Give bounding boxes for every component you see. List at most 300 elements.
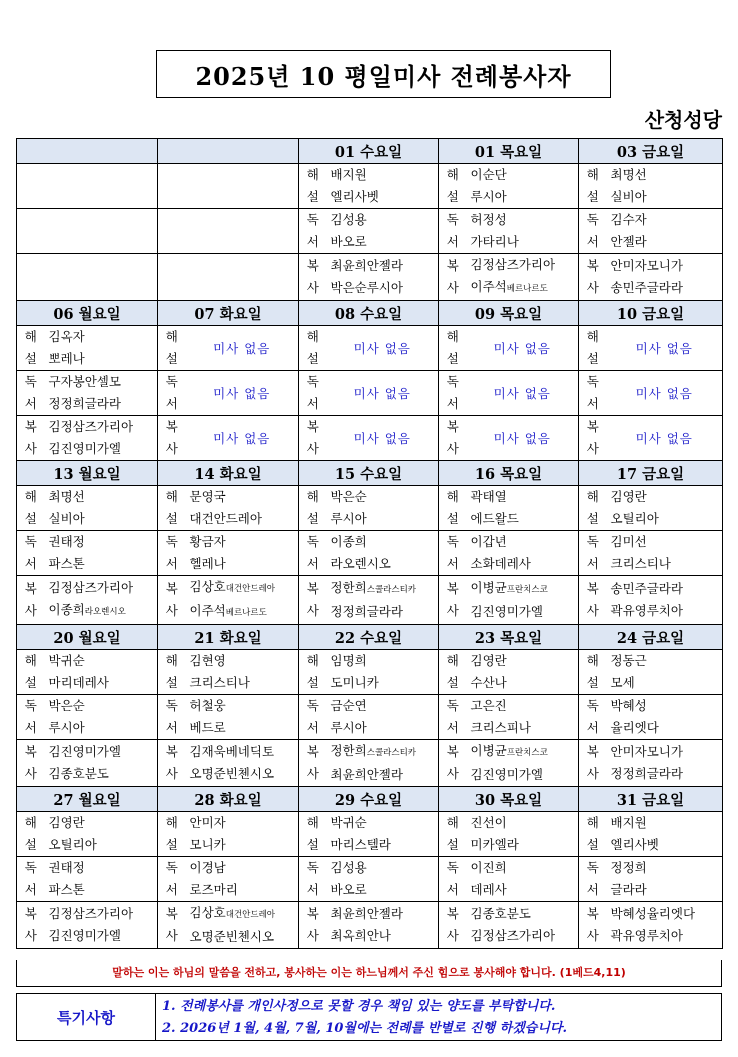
no-mass-label: 미사 없음 bbox=[467, 371, 579, 416]
commentator-names bbox=[186, 812, 299, 857]
server-role-label: 복 사 bbox=[17, 740, 45, 787]
commentator-role-label: 해 설 bbox=[299, 486, 327, 531]
no-mass-label: 미사 없음 bbox=[607, 416, 723, 461]
person-name: 임명희 bbox=[330, 653, 367, 668]
server-name: 박은순루시아 bbox=[330, 280, 403, 295]
page-title: 2025년 10 평일미사 전례봉사자 bbox=[156, 50, 611, 98]
baptismal-name: 바오로 bbox=[330, 882, 367, 897]
baptismal-name: 크리스피나 bbox=[470, 720, 531, 735]
day-header: 30 목요일 bbox=[439, 787, 579, 812]
server-role-label: 복 사 bbox=[158, 416, 186, 461]
commentator-names bbox=[327, 164, 439, 209]
server-names bbox=[186, 740, 299, 787]
server-role-label: 복 사 bbox=[158, 576, 186, 625]
commentator-role-label: 해 설 bbox=[17, 650, 45, 695]
day-header: 03 금요일 bbox=[579, 139, 723, 164]
day-header: 09 목요일 bbox=[439, 301, 579, 326]
person-name: 김영란 bbox=[48, 815, 85, 830]
commentator-role-label: 해 설 bbox=[17, 326, 45, 371]
commentator-row bbox=[17, 164, 723, 209]
server-name: 송민주글라라 bbox=[610, 280, 683, 295]
baptismal-name: 오틸리아 bbox=[48, 837, 97, 852]
day-header: 16 목요일 bbox=[439, 461, 579, 486]
baptismal-name: 파스톤 bbox=[48, 882, 85, 897]
server-role-label: 복 사 bbox=[17, 576, 45, 625]
commentator-names bbox=[607, 164, 723, 209]
day-header: 06 월요일 bbox=[17, 301, 158, 326]
server-name: 김종호분도 bbox=[470, 906, 531, 921]
commentator-role-label: 해 설 bbox=[299, 812, 327, 857]
reader-role-label: 독 서 bbox=[299, 371, 327, 416]
server-names bbox=[607, 576, 723, 625]
server-name: 이병균프란치스코 bbox=[470, 580, 548, 595]
commentator-names bbox=[607, 650, 723, 695]
commentator-row bbox=[17, 326, 723, 371]
reader-role-label: 독 서 bbox=[439, 695, 467, 740]
server-role-label: 복 사 bbox=[439, 416, 467, 461]
server-names bbox=[327, 902, 439, 949]
reader-role-label: 독 서 bbox=[158, 695, 186, 740]
commentator-row bbox=[17, 650, 723, 695]
commentator-names bbox=[467, 164, 579, 209]
server-name: 김정삼즈가리아 bbox=[48, 580, 134, 595]
day-header: 01 목요일 bbox=[439, 139, 579, 164]
reader-names bbox=[467, 857, 579, 902]
person-name: 배지원 bbox=[330, 167, 367, 182]
baptismal-name: 파스톤 bbox=[48, 556, 85, 571]
reader-role-label: 독 서 bbox=[299, 857, 327, 902]
reader-role-label: 독 서 bbox=[299, 695, 327, 740]
commentator-role-label: 해 설 bbox=[579, 812, 607, 857]
day-header: 29 수요일 bbox=[299, 787, 439, 812]
baptismal-name: 로즈마리 bbox=[189, 882, 238, 897]
commentator-names bbox=[45, 812, 158, 857]
reader-role-label: 독 서 bbox=[158, 857, 186, 902]
day-header: 13 월요일 bbox=[17, 461, 158, 486]
commentator-role-label: 해 설 bbox=[439, 326, 467, 371]
reader-names bbox=[607, 695, 723, 740]
server-name: 최윤희안젤라 bbox=[330, 258, 403, 273]
reader-role-label: 독 서 bbox=[17, 857, 45, 902]
week-header-row bbox=[17, 301, 723, 326]
day-header bbox=[17, 139, 158, 164]
server-name: 곽유영루치아 bbox=[610, 603, 683, 618]
server-names bbox=[467, 254, 579, 301]
reader-names bbox=[186, 531, 299, 576]
server-names bbox=[45, 576, 158, 625]
baptismal-name: 베드로 bbox=[189, 720, 226, 735]
baptismal-name: 정정희글라라 bbox=[48, 396, 121, 411]
day-header bbox=[158, 139, 299, 164]
server-name: 김종호분도 bbox=[48, 766, 109, 781]
day-header: 07 화요일 bbox=[158, 301, 299, 326]
baptismal-name: 뽀레나 bbox=[48, 351, 85, 366]
day-header: 24 금요일 bbox=[579, 625, 723, 650]
reader-names bbox=[467, 531, 579, 576]
server-name: 이종희라오렌시오 bbox=[48, 602, 126, 617]
reader-role-label: 독 서 bbox=[439, 857, 467, 902]
day-header: 17 금요일 bbox=[579, 461, 723, 486]
server-names bbox=[607, 740, 723, 787]
server-role-label: 복 사 bbox=[439, 740, 467, 787]
server-name: 안미자모니가 bbox=[610, 744, 683, 759]
reader-names bbox=[45, 531, 158, 576]
baptismal-name: 소화데레사 bbox=[470, 556, 531, 571]
server-name: 김진영미가엘 bbox=[48, 744, 121, 759]
commentator-role-label: 해 설 bbox=[439, 812, 467, 857]
server-name: 정한희스콜라스티카 bbox=[330, 743, 417, 758]
commentator-role-label: 해 설 bbox=[17, 812, 45, 857]
reader-names bbox=[327, 531, 439, 576]
baptismal-name: 수산나 bbox=[470, 675, 507, 690]
server-names bbox=[607, 902, 723, 949]
commentator-names bbox=[607, 812, 723, 857]
baptismal-name: 루시아 bbox=[330, 511, 367, 526]
person-name: 김성용 bbox=[330, 860, 367, 875]
person-name: 김영란 bbox=[470, 653, 507, 668]
person-name: 박귀순 bbox=[48, 653, 85, 668]
person-name: 권태정 bbox=[48, 534, 85, 549]
baptismal-name: 엘리사벳 bbox=[610, 837, 659, 852]
bible-verse: 말하는 이는 하님의 말씀을 전하고, 봉사하는 이는 하느님께서 주신 힘으로 봉사해야 합니다. (1베드4,11) bbox=[16, 960, 722, 987]
reader-row bbox=[17, 857, 723, 902]
server-name: 최윤희안젤라 bbox=[330, 767, 403, 782]
person-name: 이진희 bbox=[470, 860, 507, 875]
week-header-row bbox=[17, 625, 723, 650]
reader-role-label: 독 서 bbox=[299, 209, 327, 254]
person-name: 허철웅 bbox=[189, 698, 226, 713]
server-names bbox=[327, 740, 439, 787]
server-names bbox=[467, 576, 579, 625]
server-name: 곽유영루치아 bbox=[610, 928, 683, 943]
day-header: 08 수요일 bbox=[299, 301, 439, 326]
day-header: 14 화요일 bbox=[158, 461, 299, 486]
server-role-label: 복 사 bbox=[299, 254, 327, 301]
server-role-label: 복 사 bbox=[579, 902, 607, 949]
baptismal-name: 데레사 bbox=[470, 882, 507, 897]
server-name: 김정삼즈가리아 bbox=[48, 906, 134, 921]
commentator-role-label: 해 설 bbox=[579, 326, 607, 371]
person-name: 이경남 bbox=[189, 860, 226, 875]
baptismal-name: 루시아 bbox=[470, 189, 507, 204]
server-role-label: 복 사 bbox=[158, 902, 186, 949]
baptismal-name: 헬레나 bbox=[189, 556, 226, 571]
person-name: 진선이 bbox=[470, 815, 507, 830]
commentator-names bbox=[186, 486, 299, 531]
server-names bbox=[186, 902, 299, 949]
day-header: 23 목요일 bbox=[439, 625, 579, 650]
reader-role-label: 독 서 bbox=[439, 209, 467, 254]
baptismal-name: 라오렌시오 bbox=[330, 556, 391, 571]
server-role-label: 복 사 bbox=[439, 902, 467, 949]
no-mass-label: 미사 없음 bbox=[607, 371, 723, 416]
reader-row bbox=[17, 695, 723, 740]
commentator-role-label: 해 설 bbox=[439, 486, 467, 531]
server-names bbox=[467, 740, 579, 787]
person-name: 이갑년 bbox=[470, 534, 507, 549]
baptismal-name: 마리데레사 bbox=[48, 675, 109, 690]
person-name: 김현영 bbox=[189, 653, 226, 668]
server-role-label: 복 사 bbox=[17, 416, 45, 461]
baptismal-name: 마리스텔라 bbox=[330, 837, 391, 852]
reader-row bbox=[17, 371, 723, 416]
reader-names bbox=[45, 857, 158, 902]
commentator-names bbox=[327, 486, 439, 531]
commentator-role-label: 해 설 bbox=[158, 812, 186, 857]
reader-role-label: 독 서 bbox=[299, 531, 327, 576]
reader-role-label: 독 서 bbox=[17, 531, 45, 576]
reader-names bbox=[186, 857, 299, 902]
person-name: 박은순 bbox=[330, 489, 367, 504]
server-names bbox=[327, 254, 439, 301]
no-mass-label: 미사 없음 bbox=[327, 326, 439, 371]
reader-role-label: 독 서 bbox=[579, 371, 607, 416]
person-name: 문영국 bbox=[189, 489, 226, 504]
baptismal-name: 크리스티나 bbox=[610, 556, 671, 571]
reader-names bbox=[607, 531, 723, 576]
reader-names bbox=[45, 695, 158, 740]
server-name: 김진영미가엘 bbox=[470, 767, 543, 782]
commentator-role-label: 해 설 bbox=[579, 486, 607, 531]
reader-names bbox=[467, 209, 579, 254]
server-role-label: 복 사 bbox=[17, 902, 45, 949]
note-line-1: 1. 전례봉사를 개인사정으로 못할 경우 책임 있는 양도를 부탁합니다. bbox=[162, 999, 556, 1014]
reader-role-label: 독 서 bbox=[158, 531, 186, 576]
server-name: 김진영미가엘 bbox=[48, 441, 121, 456]
no-mass-label: 미사 없음 bbox=[467, 416, 579, 461]
commentator-role-label: 해 설 bbox=[439, 164, 467, 209]
person-name: 곽태열 bbox=[470, 489, 507, 504]
commentator-role-label: 해 설 bbox=[158, 326, 186, 371]
reader-row bbox=[17, 209, 723, 254]
baptismal-name: 미카엘라 bbox=[470, 837, 519, 852]
baptismal-name: 실비아 bbox=[610, 189, 647, 204]
no-mass-label: 미사 없음 bbox=[186, 416, 299, 461]
person-name: 구자봉안셀모 bbox=[48, 374, 121, 389]
person-name: 김미선 bbox=[610, 534, 647, 549]
commentator-role-label: 해 설 bbox=[158, 486, 186, 531]
empty-cell bbox=[17, 254, 158, 301]
reader-names bbox=[607, 857, 723, 902]
day-header: 27 월요일 bbox=[17, 787, 158, 812]
notes-body bbox=[156, 994, 721, 1040]
server-row bbox=[17, 902, 723, 949]
commentator-role-label: 해 설 bbox=[579, 164, 607, 209]
server-role-label: 복 사 bbox=[158, 740, 186, 787]
reader-names bbox=[327, 695, 439, 740]
baptismal-name: 글라라 bbox=[610, 882, 647, 897]
note-line-2: 2. 2026년 1월, 4월, 7월, 10월에는 전례를 반별로 진행 하겠습니다. bbox=[162, 1021, 567, 1036]
server-name: 이병균프란치스코 bbox=[470, 743, 548, 758]
commentator-names bbox=[45, 650, 158, 695]
server-name: 김진영미가엘 bbox=[470, 604, 543, 619]
reader-names bbox=[45, 371, 158, 416]
baptismal-name: 율리엣다 bbox=[610, 720, 659, 735]
server-role-label: 복 사 bbox=[579, 254, 607, 301]
reader-role-label: 독 서 bbox=[579, 857, 607, 902]
baptismal-name: 모니카 bbox=[189, 837, 226, 852]
baptismal-name: 도미니카 bbox=[330, 675, 379, 690]
server-role-label: 복 사 bbox=[579, 416, 607, 461]
reader-role-label: 독 서 bbox=[439, 531, 467, 576]
server-name: 정정희글라라 bbox=[330, 604, 403, 619]
baptismal-name: 엘리사벳 bbox=[330, 189, 379, 204]
server-name: 김정삼즈가리아 bbox=[48, 419, 134, 434]
person-name: 최명선 bbox=[48, 489, 85, 504]
reader-names bbox=[467, 695, 579, 740]
commentator-names bbox=[327, 650, 439, 695]
commentator-names bbox=[327, 812, 439, 857]
commentator-role-label: 해 설 bbox=[299, 164, 327, 209]
server-name: 정한희스콜라스티카 bbox=[330, 580, 417, 595]
server-row bbox=[17, 740, 723, 787]
server-names bbox=[327, 576, 439, 625]
schedule-table bbox=[16, 138, 723, 949]
day-header: 31 금요일 bbox=[579, 787, 723, 812]
reader-row bbox=[17, 531, 723, 576]
server-row bbox=[17, 576, 723, 625]
day-header: 01 수요일 bbox=[299, 139, 439, 164]
week-header-row bbox=[17, 139, 723, 164]
parish-name: 산청성당 bbox=[644, 108, 722, 132]
person-name: 정동근 bbox=[610, 653, 647, 668]
day-header: 21 화요일 bbox=[158, 625, 299, 650]
person-name: 황금자 bbox=[189, 534, 226, 549]
person-name: 김성용 bbox=[330, 212, 367, 227]
server-role-label: 복 사 bbox=[299, 576, 327, 625]
server-row bbox=[17, 416, 723, 461]
empty-cell bbox=[17, 209, 158, 254]
notes-label: 특기사항 bbox=[17, 994, 156, 1040]
person-name: 금순연 bbox=[330, 698, 367, 713]
commentator-role-label: 해 설 bbox=[579, 650, 607, 695]
commentator-names bbox=[45, 486, 158, 531]
day-header: 22 수요일 bbox=[299, 625, 439, 650]
server-role-label: 복 사 bbox=[299, 740, 327, 787]
reader-names bbox=[327, 857, 439, 902]
server-names bbox=[45, 740, 158, 787]
person-name: 박은순 bbox=[48, 698, 85, 713]
no-mass-label: 미사 없음 bbox=[327, 371, 439, 416]
no-mass-label: 미사 없음 bbox=[607, 326, 723, 371]
person-name: 이순단 bbox=[470, 167, 507, 182]
person-name: 정정희 bbox=[610, 860, 647, 875]
server-name: 이주석베르나르도 bbox=[470, 279, 548, 294]
commentator-names bbox=[607, 486, 723, 531]
day-header: 10 금요일 bbox=[579, 301, 723, 326]
commentator-names bbox=[467, 486, 579, 531]
server-role-label: 복 사 bbox=[579, 576, 607, 625]
commentator-names bbox=[467, 812, 579, 857]
person-name: 박귀순 bbox=[330, 815, 367, 830]
person-name: 박혜성 bbox=[610, 698, 647, 713]
commentator-row bbox=[17, 486, 723, 531]
server-name: 송민주글라라 bbox=[610, 581, 683, 596]
person-name: 김옥자 bbox=[48, 329, 85, 344]
baptismal-name: 안젤라 bbox=[610, 234, 647, 249]
person-name: 고은진 bbox=[470, 698, 507, 713]
server-name: 최옥희안나 bbox=[330, 928, 391, 943]
notes-section bbox=[16, 993, 722, 1041]
reader-names bbox=[327, 209, 439, 254]
server-name: 최윤희안젤라 bbox=[330, 906, 403, 921]
server-names bbox=[186, 576, 299, 625]
server-names bbox=[45, 416, 158, 461]
server-names bbox=[467, 902, 579, 949]
baptismal-name: 모세 bbox=[610, 675, 635, 690]
reader-role-label: 독 서 bbox=[17, 371, 45, 416]
reader-role-label: 독 서 bbox=[158, 371, 186, 416]
commentator-names bbox=[45, 326, 158, 371]
server-name: 김재욱베네딕토 bbox=[189, 744, 275, 759]
server-role-label: 복 사 bbox=[439, 576, 467, 625]
no-mass-label: 미사 없음 bbox=[467, 326, 579, 371]
empty-cell bbox=[158, 254, 299, 301]
person-name: 권태정 bbox=[48, 860, 85, 875]
day-header: 15 수요일 bbox=[299, 461, 439, 486]
person-name: 김수자 bbox=[610, 212, 647, 227]
baptismal-name: 대건안드레아 bbox=[189, 511, 262, 526]
reader-role-label: 독 서 bbox=[579, 695, 607, 740]
commentator-role-label: 해 설 bbox=[17, 486, 45, 531]
commentator-role-label: 해 설 bbox=[299, 650, 327, 695]
person-name: 안미자 bbox=[189, 815, 226, 830]
commentator-row bbox=[17, 812, 723, 857]
empty-cell bbox=[158, 209, 299, 254]
server-name: 김정삼즈가리아 bbox=[470, 928, 556, 943]
commentator-names bbox=[186, 650, 299, 695]
server-name: 정정희글라라 bbox=[610, 766, 683, 781]
baptismal-name: 바오로 bbox=[330, 234, 367, 249]
server-role-label: 복 사 bbox=[579, 740, 607, 787]
server-name: 오명준빈첸시오 bbox=[189, 766, 275, 781]
reader-role-label: 독 서 bbox=[579, 531, 607, 576]
commentator-role-label: 해 설 bbox=[439, 650, 467, 695]
server-name: 김정삼즈가리아 bbox=[470, 257, 556, 272]
baptismal-name: 오틸리아 bbox=[610, 511, 659, 526]
reader-names bbox=[607, 209, 723, 254]
server-name: 김진영미가엘 bbox=[48, 928, 121, 943]
server-name: 이주석베르나르도 bbox=[189, 603, 267, 618]
commentator-role-label: 해 설 bbox=[158, 650, 186, 695]
no-mass-label: 미사 없음 bbox=[327, 416, 439, 461]
empty-cell bbox=[158, 164, 299, 209]
server-role-label: 복 사 bbox=[299, 416, 327, 461]
server-role-label: 복 사 bbox=[299, 902, 327, 949]
no-mass-label: 미사 없음 bbox=[186, 326, 299, 371]
baptismal-name: 크리스티나 bbox=[189, 675, 250, 690]
person-name: 허정성 bbox=[470, 212, 507, 227]
baptismal-name: 실비아 bbox=[48, 511, 85, 526]
server-name: 김상호대건안드레아 bbox=[189, 905, 276, 920]
baptismal-name: 루시아 bbox=[48, 720, 85, 735]
server-names bbox=[607, 254, 723, 301]
server-name: 김상호대건안드레아 bbox=[189, 579, 276, 594]
reader-role-label: 독 서 bbox=[17, 695, 45, 740]
person-name: 최명선 bbox=[610, 167, 647, 182]
server-name: 안미자모니가 bbox=[610, 258, 683, 273]
day-header: 28 화요일 bbox=[158, 787, 299, 812]
baptismal-name: 가타리나 bbox=[470, 234, 519, 249]
baptismal-name: 에드왈드 bbox=[470, 511, 519, 526]
reader-role-label: 독 서 bbox=[439, 371, 467, 416]
reader-role-label: 독 서 bbox=[579, 209, 607, 254]
week-header-row bbox=[17, 461, 723, 486]
server-name: 박혜성율리엣다 bbox=[610, 906, 696, 921]
server-row bbox=[17, 254, 723, 301]
baptismal-name: 루시아 bbox=[330, 720, 367, 735]
commentator-role-label: 해 설 bbox=[299, 326, 327, 371]
